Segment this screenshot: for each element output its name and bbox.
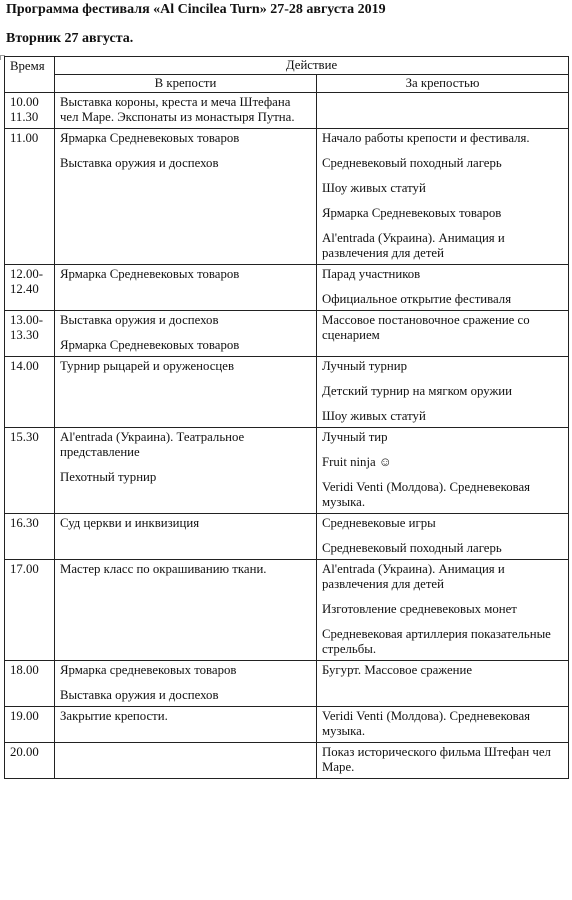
time-cell xyxy=(5,265,55,311)
table-row xyxy=(5,743,569,779)
time-text: 20.00 xyxy=(10,745,39,759)
time-cell xyxy=(5,743,55,779)
time-cell xyxy=(5,311,55,357)
event-item: Veridi Venti (Молдова). Средневековая музыка. xyxy=(322,709,531,738)
time-text: 15.30 xyxy=(10,430,39,444)
inside-cell xyxy=(55,661,317,707)
table-header-row xyxy=(5,57,569,75)
time-cell xyxy=(5,661,55,707)
inside-cell xyxy=(55,265,317,311)
time-text: 12.40 xyxy=(10,282,39,296)
outside-cell xyxy=(317,311,569,357)
inside-cell xyxy=(55,743,317,779)
inside-cell xyxy=(55,311,317,357)
table-row xyxy=(5,93,569,129)
inside-cell xyxy=(55,514,317,560)
table-row xyxy=(5,661,569,707)
event-item: Начало работы крепости и фестиваля. xyxy=(322,131,530,145)
time-cell xyxy=(5,93,55,129)
inside-cell xyxy=(55,560,317,661)
table-row xyxy=(5,357,569,428)
event-item: Шоу живых статуй xyxy=(322,181,426,195)
time-text: 16.30 xyxy=(10,516,39,530)
event-item: Массовое постановочное сражение со сценарием xyxy=(322,313,530,342)
event-item: Средневековые игры xyxy=(322,516,436,530)
event-item: Средневековая артиллерия показательные стрельбы. xyxy=(322,627,551,656)
time-text: 13.30 xyxy=(10,328,39,342)
event-item: Изготовление средневековых монет xyxy=(322,602,517,616)
event-item: Парад участников xyxy=(322,267,421,281)
inside-cell xyxy=(55,428,317,514)
event-item: Официальное открытие фестиваля xyxy=(322,292,512,306)
time-text: 11.00 xyxy=(10,131,39,145)
inside-cell xyxy=(55,129,317,265)
event-item: Fruit ninja ☺ xyxy=(322,455,392,469)
time-cell xyxy=(5,129,55,265)
table-row xyxy=(5,265,569,311)
event-item: Ярмарка Средневековых товаров xyxy=(60,338,240,352)
outside-cell xyxy=(317,129,569,265)
header-time: Время xyxy=(5,57,55,93)
outside-cell xyxy=(317,707,569,743)
event-item: Пехотный турнир xyxy=(60,470,157,484)
outside-cell xyxy=(317,743,569,779)
event-item: Al'entrada (Украина). Анимация и развлечения для детей xyxy=(322,562,505,591)
event-item: Выставка оружия и доспехов xyxy=(60,688,219,702)
time-text: 13.00- xyxy=(10,313,44,327)
time-cell xyxy=(5,428,55,514)
event-item: Ярмарка Средневековых товаров xyxy=(60,267,240,281)
document-subtitle: Вторник 27 августа. xyxy=(6,31,134,46)
event-item: Турнир рыцарей и оруженосцев xyxy=(60,359,234,373)
table-row xyxy=(5,707,569,743)
inside-cell xyxy=(55,357,317,428)
event-item: Средневековый походный лагерь xyxy=(322,541,502,555)
event-item: Al'entrada (Украина). Анимация и развлечения для детей xyxy=(322,231,505,260)
header-action: Действие xyxy=(55,57,569,75)
table-row xyxy=(5,560,569,661)
event-item: Veridi Venti (Молдова). Средневековая музыка. xyxy=(322,480,531,509)
time-text: 14.00 xyxy=(10,359,39,373)
time-text: 19.00 xyxy=(10,709,39,723)
table-row xyxy=(5,129,569,265)
table-subheader-row xyxy=(5,75,569,93)
table-row xyxy=(5,428,569,514)
time-cell xyxy=(5,357,55,428)
event-item: Выставка оружия и доспехов xyxy=(60,156,219,170)
inside-cell xyxy=(55,707,317,743)
event-item: Закрытие крепости. xyxy=(60,709,168,723)
time-text: 17.00 xyxy=(10,562,39,576)
event-item: Шоу живых статуй xyxy=(322,409,426,423)
inside-cell xyxy=(55,93,317,129)
event-item: Суд церкви и инквизиция xyxy=(60,516,200,530)
time-text: 18.00 xyxy=(10,663,39,677)
outside-cell xyxy=(317,514,569,560)
header-inside: В крепости xyxy=(55,75,317,93)
event-item: Ярмарка средневековых товаров xyxy=(60,663,237,677)
table-row xyxy=(5,311,569,357)
time-text: 12.00- xyxy=(10,267,44,281)
schedule-body xyxy=(5,93,569,779)
outside-cell xyxy=(317,357,569,428)
event-item: Лучный тир xyxy=(322,430,388,444)
event-item: Al'entrada (Украина). Театральное представление xyxy=(60,430,245,459)
event-item: Мастер класс по окрашиванию ткани. xyxy=(60,562,267,576)
event-item: Средневековый походный лагерь xyxy=(322,156,502,170)
time-text: 10.00 xyxy=(10,95,39,109)
event-item: Выставка короны, креста и меча Штефана чел Маре. Экспонаты из монастыря Путна. xyxy=(60,95,295,124)
time-cell xyxy=(5,560,55,661)
outside-cell xyxy=(317,661,569,707)
event-item: Ярмарка Средневековых товаров xyxy=(60,131,240,145)
event-item: Выставка оружия и доспехов xyxy=(60,313,219,327)
time-cell xyxy=(5,707,55,743)
outside-cell xyxy=(317,93,569,129)
schedule-table xyxy=(4,56,569,779)
table-row xyxy=(5,514,569,560)
outside-cell xyxy=(317,560,569,661)
event-item: Лучный турнир xyxy=(322,359,408,373)
time-cell xyxy=(5,514,55,560)
document-title: Программа фестиваля «Al Cincilea Turn» 27-28 августа 2019 xyxy=(6,2,386,17)
event-item: Ярмарка Средневековых товаров xyxy=(322,206,502,220)
outside-cell xyxy=(317,428,569,514)
time-text: 11.30 xyxy=(10,110,39,124)
event-item: Бугурт. Массовое сражение xyxy=(322,663,473,677)
outside-cell xyxy=(317,265,569,311)
header-outside: За крепостью xyxy=(317,75,569,93)
event-item: Детский турнир на мягком оружии xyxy=(322,384,512,398)
event-item: Показ исторического фильма Штефан чел Маре. xyxy=(322,745,551,774)
